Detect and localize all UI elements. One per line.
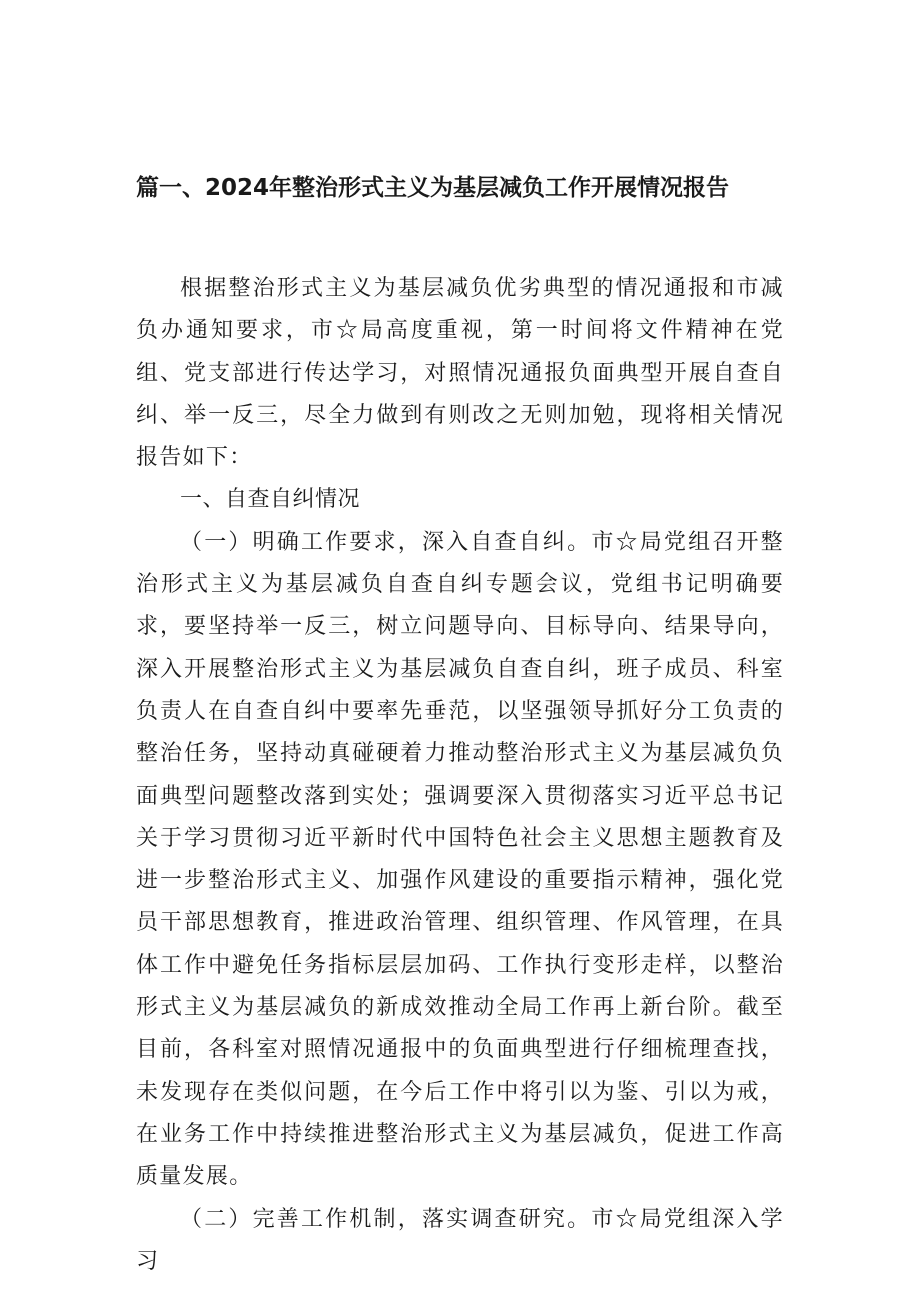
- paragraph-clarify-requirements: （一）明确工作要求，深入自查自纠。市☆局党组召开整治形式主义为基层减负自查自纠专题会议，党组书记明确要求，要坚持举一反三，树立问题导向、目标导向、结果导向，深入开展整治形式主义为基层减负自查自纠，班子成员、科室负责人在自查自纠中要率先垂范，以坚强领导抓好分工负责的整治任务，坚持动真碰硬着力推动整治形式主义为基层减负负面典型问题整改落到实处；强调要深入贯彻落实习近平总书记关于学习贯彻习近平新时代中国特色社会主义思想主题教育及进一步整治形式主义、加强作风建设的重要指示精神，强化党员干部思想教育，推进政治管理、组织管理、作风管理，在具体工作中避免任务指标层层加码、工作执行变形走样，以整治形式主义为基层减负的新成效推动全局工作再上新台阶。截至目前，各科室对照情况通报中的负面典型进行仔细梳理查找，未发现存在类似问题，在今后工作中将引以为鉴、引以为戒，在业务工作中持续推进整治形式主义为基层减负，促进工作高质量发展。: [136, 529, 784, 1190]
- intro-paragraph: 根据整治形式主义为基层减负优劣典型的情况通报和市减负办通知要求，市☆局高度重视，第一时间将文件精神在党组、党支部进行传达学习，对照情况通报负面典型开展自查自纠、举一反三，尽全力做到有则改之无则加勉，现将相关情况报告如下：: [136, 276, 784, 471]
- paragraph-improve-mechanism: （二）完善工作机制，落实调查研究。市☆局党组深入学习: [136, 1206, 784, 1274]
- document-title: 篇一、2024年整治形式主义为基层减负工作开展情况报告: [136, 175, 730, 201]
- section-heading-self-inspection: 一、自查自纠情况: [180, 487, 361, 513]
- document-body: [136, 268, 784, 1283]
